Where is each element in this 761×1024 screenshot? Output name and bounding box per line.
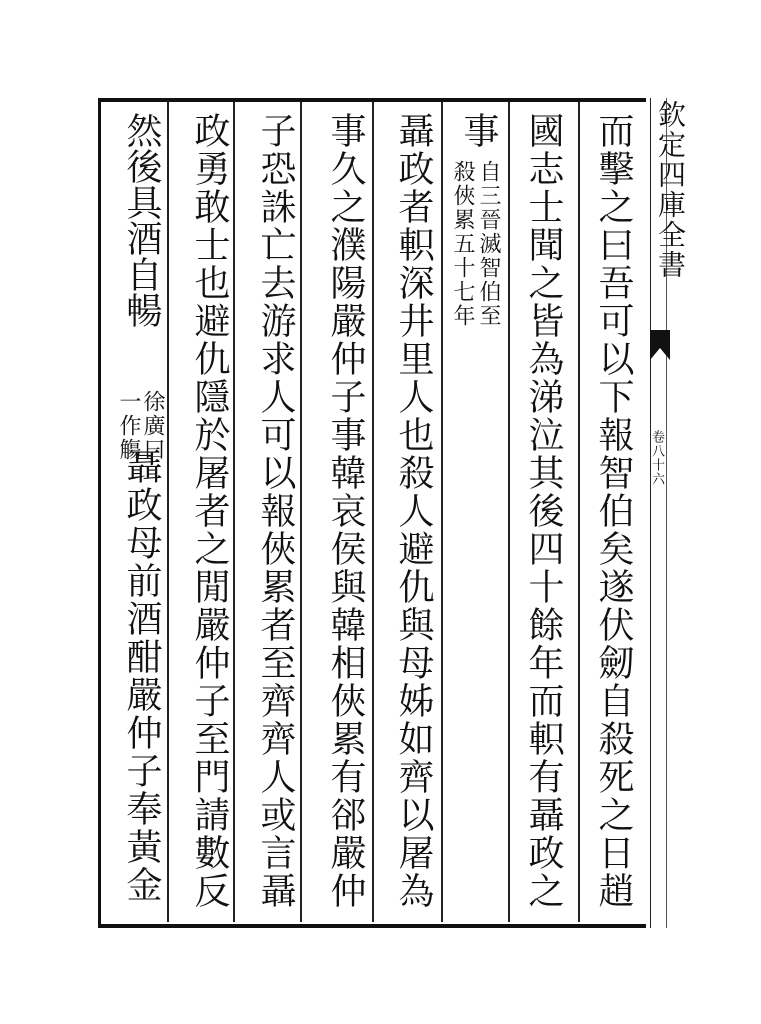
text-column-8-head: 然後具酒自暢	[121, 112, 162, 328]
annotation-line-a: 自三晉滅智伯至	[476, 160, 501, 328]
annotation-line-d: 一作觴	[116, 390, 141, 462]
text-column-5: 事久之濮陽嚴仲子事韓哀侯與韓相俠累有郤嚴仲	[325, 112, 366, 910]
column-rule	[441, 102, 443, 922]
column-rule	[372, 102, 374, 922]
column-rule	[167, 102, 169, 922]
text-column-6: 子恐誅亡去游求人可以報俠累者至齊齊人或言聶	[255, 112, 296, 910]
book-title: 欽定四庫全書	[654, 100, 687, 280]
juan-number: 卷八十六	[649, 430, 664, 486]
text-column-8-tail: 聶政母前酒酣嚴仲子奉黃金	[121, 448, 162, 904]
text-column-2: 國志士聞之皆為涕泣其後四十餘年而軹有聶政之	[523, 112, 564, 910]
text-column-7: 政勇敢士也避仇隱於屠者之閒嚴仲子至門請數反	[189, 112, 230, 910]
column-rule	[233, 102, 235, 922]
text-column-4: 聶政者軹深井里人也殺人避仇與母姊如齊以屠為	[393, 112, 434, 910]
text-column-3-head: 事	[458, 112, 499, 148]
fish-tail-mark	[650, 330, 670, 360]
text-column-1: 而擊之曰吾可以下報智伯矣遂伏劒自殺死之日趙	[593, 112, 634, 910]
column-rule	[578, 102, 580, 922]
column-rule	[300, 102, 302, 922]
column-rule	[508, 102, 510, 922]
annotation-line-b: 殺俠累五十七年	[450, 160, 475, 328]
annotation-line-c: 徐廣曰	[140, 390, 165, 462]
